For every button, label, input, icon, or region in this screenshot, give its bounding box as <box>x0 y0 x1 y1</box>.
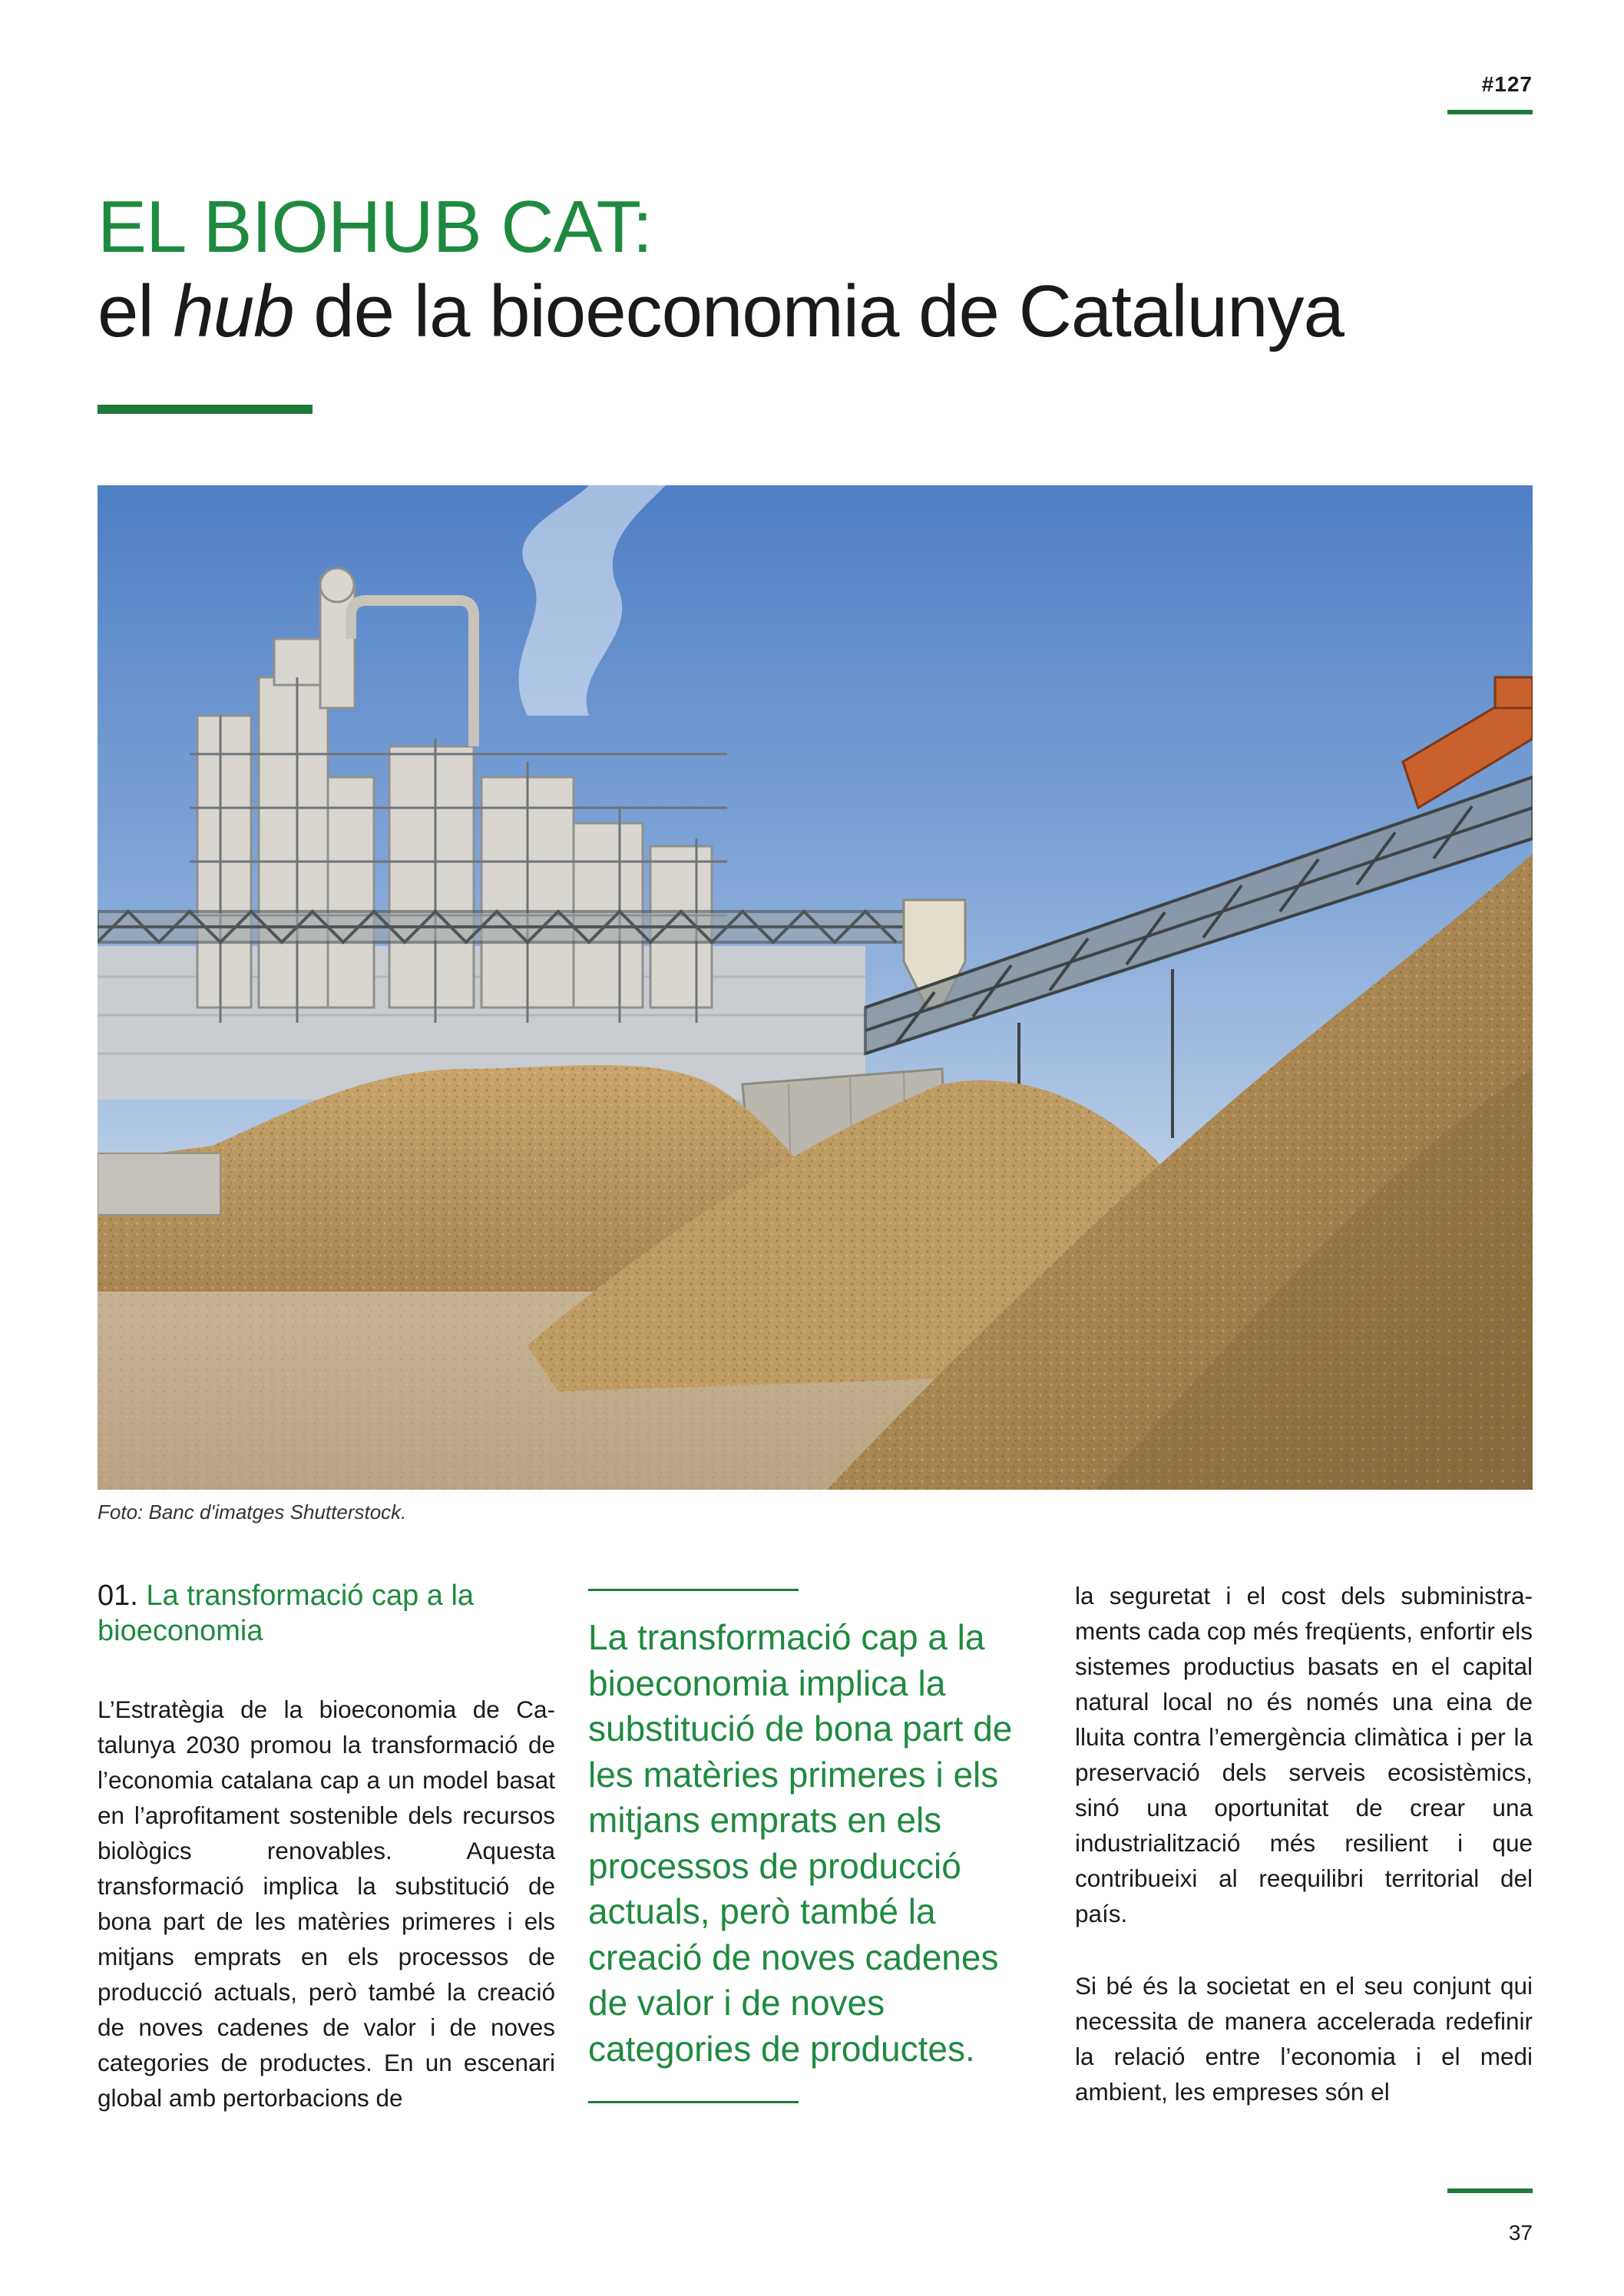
title-text-before: el <box>98 270 174 352</box>
section-heading <box>98 1578 555 1649</box>
body-paragraph-3: Si bé és la societat en el seu conjunt qui necessita de manera accelerada redefinir la relació entre l’economia i el medi ambient, les empreses són el <box>1075 1972 1533 2106</box>
title-text-after: de la bioeconomia de Catalunya <box>293 270 1344 352</box>
column-left <box>98 1578 555 2116</box>
body-paragraph-1: L’Estratègia de la bioeconomia de Catalunya 2030 promou la transformació de l’economia catalana cap a un model basat en l’aprofitament sostenible dels recursos biològics renovables. Aquesta transformació implica la substitució de bona part de les matèries primeres i els mitjans emprats en els processos de producció actuals, però també la creació de noves cadenes de valor i de noves categories de productes. En un escenari global amb pertorbacions de <box>98 1696 555 2112</box>
pull-quote: La transformació cap a la bioeconomia implica la substitució de bona part de les matèries primeres i els mitjans emprats en els processos de producció actuals, però també la creació de noves cadenes de valor i de noves categories de productes. <box>588 1617 1013 2069</box>
page-title-line1: EL BIOHUB CAT: <box>98 186 653 268</box>
title-rule <box>98 405 313 414</box>
footer-rule <box>1447 2188 1533 2193</box>
header-rule <box>1447 110 1533 114</box>
page-number: 37 <box>1508 2221 1533 2245</box>
column-right <box>1075 1578 1533 2109</box>
issue-number: #127 <box>1481 72 1533 96</box>
section-number: 01. <box>98 1580 138 1612</box>
photo-caption: Foto: Banc d'imatges Shutterstock. <box>98 1500 407 1523</box>
page-title-line2 <box>98 269 1344 355</box>
biomass-plant-photo <box>98 485 1533 1490</box>
section-heading-label: La transformació cap a la bioeconomia <box>98 1580 475 1647</box>
title-text-italic: hub <box>173 270 294 352</box>
body-paragraph-2: la seguretat i el cost dels subministraments cada cop més freqüents, enfortir els sistemes productius basats en el capital natural local no és només una eina de lluita contra l’emergència climàtica i per la preservació dels serveis ecosistèmics, sinó una oportunitat de crear una industrialització més resilient i que contribueixi al reequilibri territorial del país. <box>1075 1582 1533 1927</box>
pull-quote-rule-top <box>588 1589 799 1591</box>
pull-quote-rule-bottom <box>588 2101 799 2103</box>
